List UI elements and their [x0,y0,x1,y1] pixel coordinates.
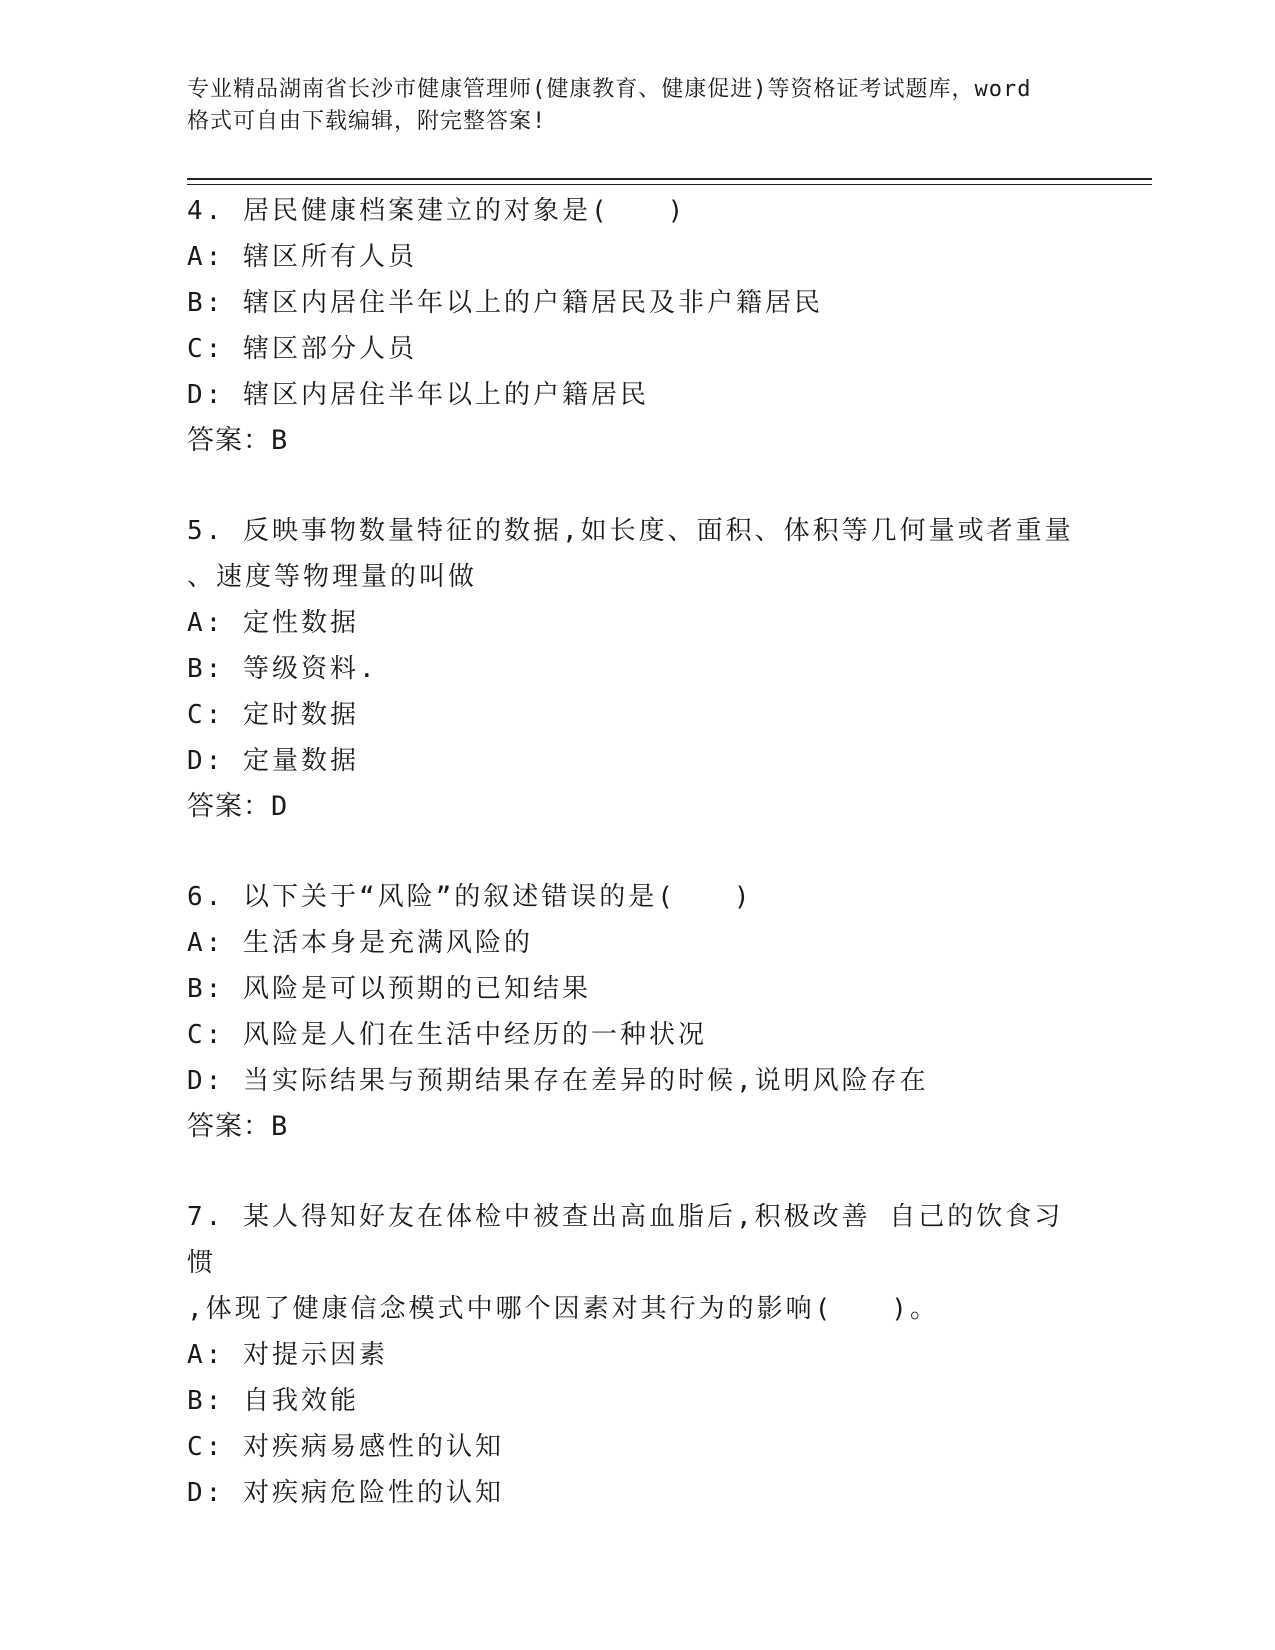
answer-option: A: 生活本身是充满风险的 [187,928,533,958]
answer-option: D: 定量数据 [187,746,359,776]
answer-line [187,784,1087,830]
answer-option: B: 自我效能 [187,1386,359,1416]
answer-value: B [271,1111,289,1142]
answer-option: B: 辖区内居住半年以上的户籍居民及非户籍居民 [187,288,823,318]
question-block [187,508,1087,830]
answer-label: 答案： [187,1111,271,1142]
question-block [187,188,1087,464]
question-block [187,874,1087,1150]
question-block [187,1194,1087,1516]
question-stem: 4. 居民健康档案建立的对象是( ) [187,196,687,226]
answer-option: D: 当实际结果与预期结果存在差异的时候,说明风险存在 [187,1066,929,1096]
answer-option: C: 对疾病易感性的认知 [187,1432,504,1462]
header-line-1: 专业精品湖南省长沙市健康管理师(健康教育、健康促进)等资格证考试题库，word [187,77,1032,102]
answer-option: C: 定时数据 [187,700,359,730]
question-stem: ,体现了健康信念模式中哪个因素对其行为的影响( )。 [187,1294,939,1324]
answer-label: 答案： [187,791,271,822]
answer-value: D [271,791,289,822]
question-stem: 、速度等物理量的叫做 [187,562,478,592]
answer-line [187,1104,1087,1150]
answer-option: C: 风险是人们在生活中经历的一种状况 [187,1020,707,1050]
answer-label: 答案： [187,425,271,456]
question-stem: 7. 某人得知好友在体检中被查出高血脂后,积极改善 自己的饮食习惯 [187,1202,1064,1278]
answer-option: D: 对疾病危险性的认知 [187,1478,504,1508]
answer-value: B [271,425,289,456]
question-stem: 6. 以下关于“风险”的叙述错误的是( ) [187,882,753,912]
question-list [187,188,1087,1516]
question-stem: 5. 反映事物数量特征的数据,如长度、面积、体积等几何量或者重量 [187,516,1074,546]
document-header [187,74,1087,138]
answer-line [187,418,1087,464]
answer-option: B: 等级资料. [187,654,378,684]
answer-option: D: 辖区内居住半年以上的户籍居民 [187,380,649,410]
header-rule-thick [187,178,1152,180]
header-rule-thin [187,184,1152,185]
answer-option: B: 风险是可以预期的已知结果 [187,974,591,1004]
answer-option: C: 辖区部分人员 [187,334,417,364]
answer-option: A: 定性数据 [187,608,359,638]
header-line-2: 格式可自由下载编辑，附完整答案! [187,109,547,134]
answer-option: A: 对提示因素 [187,1340,388,1370]
answer-option: A: 辖区所有人员 [187,242,417,272]
